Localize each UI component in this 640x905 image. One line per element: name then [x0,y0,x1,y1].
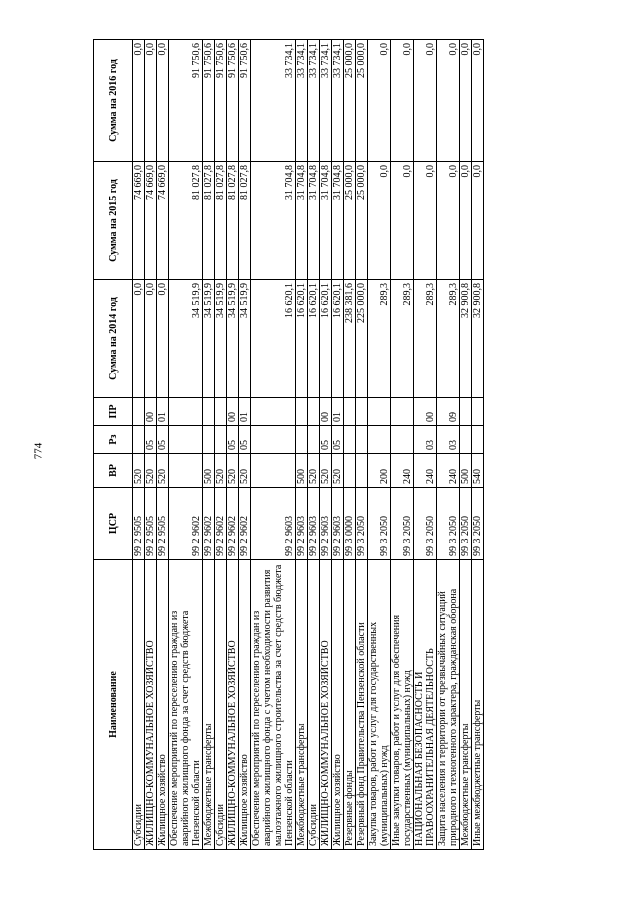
cell-pr: 01 [157,398,169,426]
table-row [332,40,344,850]
cell-sum-2014: 289,3 [368,280,391,398]
cell-name: Жилищное хозяйство [157,560,169,850]
cell-name: Обеспечение мероприятий по переселению граждан из аварийного жилищного фонда за счет средств бюджета Пензенской области [169,560,203,850]
cell-rz: 05 [320,426,332,454]
cell-pr [344,398,356,426]
cell-sum-2014: 16 620,1 [308,280,320,398]
cell-pr: 01 [239,398,251,426]
cell-sum-2014: 32 900,8 [472,280,484,398]
cell-sum-2016: 91 750,6 [169,40,203,162]
cell-sum-2016: 91 750,6 [239,40,251,162]
header-pr: ПР [94,398,133,426]
cell-vr: 520 [157,454,169,488]
header-sum-2016: Сумма на 2016 год [94,40,133,162]
cell-vr: 500 [296,454,308,488]
header-vr: ВР [94,454,133,488]
cell-sum-2014: 32 900,8 [460,280,472,398]
cell-name: Обеспечение мероприятий по переселению граждан из аварийного жилищного фонда с учетом необходимости развития малоэтажного жилищного строительства за счет средств бюджета Пензенской области [251,560,296,850]
cell-sum-2014: 16 620,1 [296,280,308,398]
cell-name: Межбюджетные трансферты [460,560,472,850]
cell-name: Закупка товаров, работ и услуг для государственных (муниципальных) нужд [368,560,391,850]
cell-csr: 99 3 2050 [368,488,391,560]
cell-name: Иные межбюджетные трансферты [472,560,484,850]
cell-vr: 240 [437,454,460,488]
table-row [133,40,145,850]
table-row [437,40,460,850]
cell-csr: 99 2 9602 [227,488,239,560]
cell-sum-2016: 0,0 [145,40,157,162]
cell-sum-2015: 0,0 [368,162,391,280]
cell-pr [460,398,472,426]
cell-sum-2016: 33 734,1 [296,40,308,162]
cell-name: НАЦИОНАЛЬНАЯ БЕЗОПАСНОСТЬ И ПРАВООХРАНИТЕЛЬНАЯ ДЕЯТЕЛЬНОСТЬ [414,560,437,850]
cell-sum-2014: 34 519,9 [227,280,239,398]
cell-sum-2014: 289,3 [414,280,437,398]
cell-pr [356,398,368,426]
cell-rz [356,426,368,454]
table-row [296,40,308,850]
cell-rz [472,426,484,454]
cell-sum-2015: 81 027,8 [239,162,251,280]
cell-vr [344,454,356,488]
cell-sum-2015: 81 027,8 [169,162,203,280]
cell-rz: 05 [332,426,344,454]
cell-sum-2014: 34 519,9 [169,280,203,398]
header-name: Наименование [94,560,133,850]
cell-csr: 99 3 0000 [344,488,356,560]
table-row [414,40,437,850]
cell-sum-2014: 238 381,6 [344,280,356,398]
cell-name: ЖИЛИЩНО-КОММУНАЛЬНОЕ ХОЗЯЙСТВО [145,560,157,850]
cell-sum-2015: 74 669,0 [157,162,169,280]
cell-sum-2016: 33 734,1 [308,40,320,162]
table-row [239,40,251,850]
cell-vr: 520 [332,454,344,488]
cell-sum-2015: 31 704,8 [251,162,296,280]
cell-csr: 99 3 2050 [414,488,437,560]
cell-sum-2016: 33 734,1 [320,40,332,162]
table-row [368,40,391,850]
cell-sum-2016: 0,0 [437,40,460,162]
cell-csr: 99 2 9603 [251,488,296,560]
table-row [215,40,227,850]
cell-csr: 99 2 9603 [296,488,308,560]
cell-sum-2014: 16 620,1 [320,280,332,398]
cell-sum-2015: 0,0 [472,162,484,280]
cell-csr: 99 2 9602 [169,488,203,560]
cell-csr: 99 3 2050 [437,488,460,560]
cell-sum-2014: 34 519,9 [215,280,227,398]
table-row [472,40,484,850]
page-number: 774 [32,442,45,460]
cell-pr [215,398,227,426]
cell-rz [368,426,391,454]
cell-vr: 520 [320,454,332,488]
cell-sum-2015: 31 704,8 [296,162,308,280]
cell-rz [460,426,472,454]
cell-sum-2014: 16 620,1 [251,280,296,398]
table-row [320,40,332,850]
cell-csr: 99 2 9505 [133,488,145,560]
cell-csr: 99 2 9602 [215,488,227,560]
cell-vr [356,454,368,488]
cell-sum-2016: 91 750,6 [215,40,227,162]
cell-sum-2015: 25 000,0 [356,162,368,280]
header-sum-2014: Сумма на 2014 год [94,280,133,398]
cell-sum-2014: 289,3 [391,280,414,398]
cell-csr: 99 2 9603 [320,488,332,560]
cell-csr: 99 3 2050 [356,488,368,560]
cell-vr: 520 [239,454,251,488]
cell-pr [368,398,391,426]
cell-pr [251,398,296,426]
cell-rz [169,426,203,454]
cell-pr: 00 [227,398,239,426]
cell-vr: 540 [472,454,484,488]
cell-name: Субсидии [308,560,320,850]
cell-pr [472,398,484,426]
cell-sum-2015: 74 669,0 [133,162,145,280]
cell-csr: 99 2 9602 [239,488,251,560]
header-csr: ЦСР [94,488,133,560]
cell-csr: 99 2 9603 [308,488,320,560]
table-row [251,40,296,850]
cell-sum-2015: 31 704,8 [332,162,344,280]
cell-vr: 500 [203,454,215,488]
cell-sum-2014: 0,0 [157,280,169,398]
cell-rz [308,426,320,454]
cell-name: ЖИЛИЩНО-КОММУНАЛЬНОЕ ХОЗЯЙСТВО [227,560,239,850]
table-row [227,40,239,850]
cell-pr [391,398,414,426]
table-row [308,40,320,850]
cell-csr: 99 3 2050 [472,488,484,560]
table-row [169,40,203,850]
cell-csr: 99 2 9603 [332,488,344,560]
cell-sum-2014: 34 519,9 [203,280,215,398]
cell-vr [251,454,296,488]
cell-rz [344,426,356,454]
cell-sum-2015: 74 669,0 [145,162,157,280]
cell-rz [251,426,296,454]
rotated-table-container [93,40,563,850]
cell-vr: 520 [133,454,145,488]
cell-sum-2014: 0,0 [133,280,145,398]
cell-name: ЖИЛИЩНО-КОММУНАЛЬНОЕ ХОЗЯЙСТВО [320,560,332,850]
cell-sum-2016: 0,0 [472,40,484,162]
cell-sum-2016: 91 750,6 [227,40,239,162]
table-row [391,40,414,850]
cell-rz [296,426,308,454]
cell-sum-2015: 0,0 [460,162,472,280]
cell-vr: 500 [460,454,472,488]
cell-sum-2016: 0,0 [368,40,391,162]
cell-name: Защита населения и территории от чрезвычайных ситуаций природного и техногенного характера, гражданская оборона [437,560,460,850]
table-row [460,40,472,850]
cell-csr: 99 2 9505 [157,488,169,560]
cell-pr [308,398,320,426]
cell-sum-2016: 0,0 [460,40,472,162]
cell-pr [133,398,145,426]
cell-name: Субсидии [215,560,227,850]
cell-name: Иные закупки товаров, работ и услуг для обеспечения государственных (муниципальных) нужд [391,560,414,850]
cell-sum-2014: 0,0 [145,280,157,398]
table-header-row [94,40,133,850]
cell-vr: 520 [145,454,157,488]
cell-sum-2015: 31 704,8 [320,162,332,280]
cell-vr [169,454,203,488]
cell-vr: 520 [215,454,227,488]
cell-name: Жилищное хозяйство [332,560,344,850]
cell-name: Межбюджетные трансферты [296,560,308,850]
cell-csr: 99 2 9602 [203,488,215,560]
cell-vr: 520 [227,454,239,488]
header-sum-2015: Сумма на 2015 год [94,162,133,280]
cell-sum-2016: 33 734,1 [251,40,296,162]
table-row [203,40,215,850]
cell-sum-2015: 0,0 [437,162,460,280]
cell-sum-2015: 25 000,0 [344,162,356,280]
cell-sum-2015: 31 704,8 [308,162,320,280]
cell-pr [296,398,308,426]
cell-sum-2016: 0,0 [414,40,437,162]
cell-sum-2016: 0,0 [157,40,169,162]
cell-sum-2016: 0,0 [391,40,414,162]
cell-pr: 09 [437,398,460,426]
cell-csr: 99 2 9505 [145,488,157,560]
cell-sum-2016: 25 000,0 [356,40,368,162]
cell-sum-2015: 0,0 [414,162,437,280]
cell-csr: 99 3 2050 [460,488,472,560]
table-body [133,40,484,850]
cell-rz: 03 [414,426,437,454]
table-row [344,40,356,850]
cell-sum-2014: 289,3 [437,280,460,398]
cell-vr: 520 [308,454,320,488]
cell-name: Субсидии [133,560,145,850]
cell-pr: 01 [332,398,344,426]
cell-pr [203,398,215,426]
cell-rz: 05 [227,426,239,454]
cell-rz [391,426,414,454]
budget-table [93,39,484,850]
cell-vr: 240 [391,454,414,488]
cell-rz: 05 [145,426,157,454]
cell-name: Жилищное хозяйство [239,560,251,850]
cell-sum-2015: 81 027,8 [203,162,215,280]
cell-sum-2015: 0,0 [391,162,414,280]
cell-rz: 03 [437,426,460,454]
cell-pr: 00 [414,398,437,426]
cell-rz [215,426,227,454]
cell-sum-2016: 25 000,0 [344,40,356,162]
cell-sum-2016: 0,0 [133,40,145,162]
cell-csr: 99 3 2050 [391,488,414,560]
cell-pr [169,398,203,426]
table-row [145,40,157,850]
cell-sum-2016: 91 750,6 [203,40,215,162]
cell-sum-2015: 81 027,8 [227,162,239,280]
table-row [356,40,368,850]
cell-name: Межбюджетные трансферты [203,560,215,850]
cell-vr: 200 [368,454,391,488]
cell-vr: 240 [414,454,437,488]
cell-pr: 00 [320,398,332,426]
cell-sum-2014: 225 000,0 [356,280,368,398]
cell-sum-2015: 81 027,8 [215,162,227,280]
cell-sum-2016: 33 734,1 [332,40,344,162]
cell-name: Резервные фонды [344,560,356,850]
cell-sum-2014: 34 519,9 [239,280,251,398]
cell-pr: 00 [145,398,157,426]
cell-rz [133,426,145,454]
cell-rz: 05 [157,426,169,454]
cell-rz [203,426,215,454]
cell-rz: 05 [239,426,251,454]
table-row [157,40,169,850]
cell-sum-2014: 16 620,1 [332,280,344,398]
cell-name: Резервный фонд Правительства Пензенской области [356,560,368,850]
header-rz: Рз [94,426,133,454]
